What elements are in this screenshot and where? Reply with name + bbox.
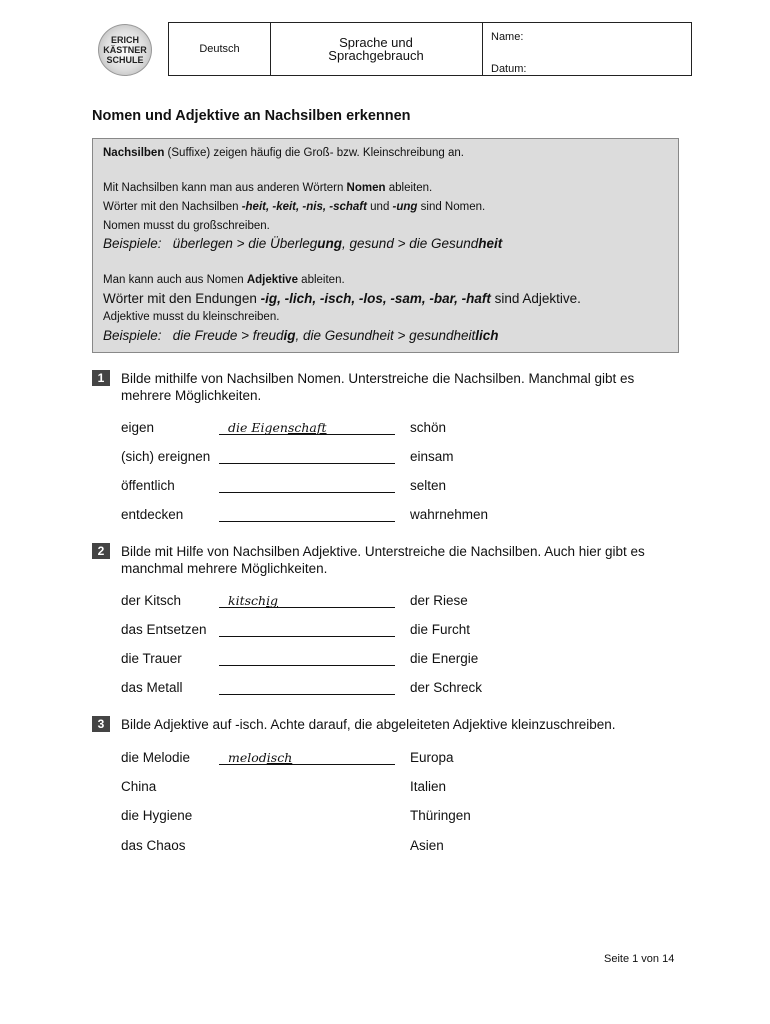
answer-line[interactable] [219, 764, 395, 765]
school-logo: ERICH KÄSTNER SCHULE [98, 24, 152, 76]
answer-line[interactable] [219, 694, 395, 695]
task3-word: das Chaos [121, 838, 186, 853]
rule-line-4: Nomen musst du großschreiben. [103, 220, 270, 232]
rule-box [92, 138, 679, 353]
task1-word: (sich) ereignen [121, 449, 211, 464]
answer-line[interactable] [219, 636, 395, 637]
task1-example-answer: die Eigenschaft [228, 420, 327, 435]
name-label: Name: [491, 31, 524, 43]
example-line-1: Beispiele: überlegen > die Überlegung, gesund > die Gesundheit [103, 236, 503, 251]
task3-word: Thüringen [410, 808, 471, 823]
task2-example-answer: kitschig [228, 593, 279, 608]
rule-line-1: Nachsilben (Suffixe) zeigen häufig die Groß- bzw. Kleinschreibung an. [103, 147, 464, 159]
task1-word: wahrnehmen [410, 507, 489, 522]
task1-word: einsam [410, 449, 454, 464]
task-2-instruction: Bilde mit Hilfe von Nachsilben Adjektive. Unterstreiche die Nachsilben. Auch hier gibt es manchmal mehrere Möglichkeiten. [121, 544, 645, 576]
page-title: Nomen und Adjektive an Nachsilben erkennen [92, 108, 411, 124]
task3-word: Italien [410, 779, 447, 794]
task3-word: Europa [410, 750, 454, 765]
task2-word: die Energie [410, 651, 479, 666]
task3-word: die Hygiene [121, 808, 193, 823]
task1-word: entdecken [121, 507, 184, 522]
task-3-instruction: Bilde Adjektive auf -isch. Achte darauf, die abgeleiteten Adjektive kleinzuschreiben. [121, 717, 616, 732]
topic-cell [270, 23, 483, 75]
rule-line-7: Adjektive musst du kleinschreiben. [103, 311, 280, 323]
task2-word: der Riese [410, 593, 468, 608]
rule-line-3: Wörter mit den Nachsilben -heit, -keit, -nis, -schaft und -ung sind Nomen. [103, 201, 486, 213]
task-1-instruction: Bilde mithilfe von Nachsilben Nomen. Unterstreiche die Nachsilben. Manchmal gibt es mehrere Möglichkeiten. [121, 371, 635, 403]
answer-line[interactable] [219, 521, 395, 522]
answer-line[interactable] [219, 434, 395, 435]
task2-word: der Kitsch [121, 593, 182, 608]
example-line-2: Beispiele: die Freude > freudig, die Gesundheit > gesundheitlich [103, 328, 499, 343]
task2-word: die Furcht [410, 622, 471, 637]
task-number-3: 3 [92, 716, 110, 732]
answer-line[interactable] [219, 665, 395, 666]
task2-word: das Metall [121, 680, 183, 695]
task1-word: selten [410, 478, 447, 493]
subject-cell: Deutsch [169, 23, 271, 75]
task2-word: die Trauer [121, 651, 182, 666]
task-number-2: 2 [92, 543, 110, 559]
task2-word: das Entsetzen [121, 622, 207, 637]
rule-line-5: Man kann auch aus Nomen Adjektive ableiten. [103, 274, 345, 286]
task1-word: eigen [121, 420, 155, 435]
page-number: Seite 1 von 14 [604, 953, 675, 965]
answer-line[interactable] [219, 463, 395, 464]
task1-word: schön [410, 420, 447, 435]
topic-text: Sprache und Sprachgebrauch [328, 35, 424, 63]
header-table [168, 22, 692, 76]
task2-word: der Schreck [410, 680, 483, 695]
task3-word: Asien [410, 838, 444, 853]
answer-line[interactable] [219, 492, 395, 493]
answer-line[interactable] [219, 607, 395, 608]
task3-example-answer: melodisch [228, 750, 293, 765]
date-label: Datum: [491, 63, 527, 75]
rule-line-2: Mit Nachsilben kann man aus anderen Wörtern Nomen ableiten. [103, 182, 433, 194]
task1-word: öffentlich [121, 478, 175, 493]
task3-word: China [121, 779, 157, 794]
rule-line-6: Wörter mit den Endungen -ig, -lich, -isch, -los, -sam, -bar, -haft sind Adjektive. [103, 291, 581, 306]
task3-word: die Melodie [121, 750, 191, 765]
task-number-1: 1 [92, 370, 110, 386]
